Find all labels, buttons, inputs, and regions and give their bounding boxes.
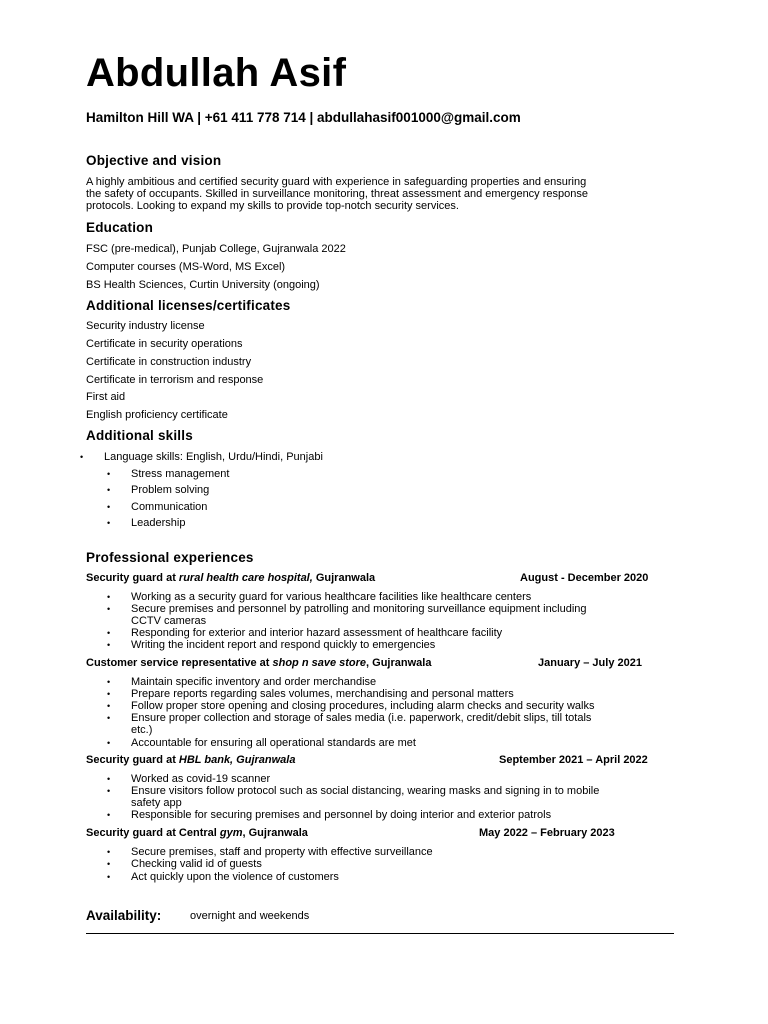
job-title: Security guard at Central gym, Gujranwala — [86, 827, 308, 839]
job-bullet-continuation: etc.) — [131, 724, 153, 736]
license-item: Certificate in construction industry — [86, 356, 252, 368]
job-bullet-continuation: safety app — [131, 797, 182, 809]
resume-page — [86, 0, 676, 1024]
licenses-heading: Additional licenses/certificates — [86, 298, 291, 313]
license-item: Certificate in terrorism and response — [86, 374, 264, 386]
job-title: Security guard at rural health care hospital, Gujranwala — [86, 572, 376, 584]
job-bullet: • Maintain specific inventory and order merchandise — [131, 676, 376, 688]
job-title: Customer service representative at shop n save store, Gujranwala — [86, 657, 432, 669]
job-bullet: • Act quickly upon the violence of customers — [131, 871, 339, 883]
license-item: First aid — [86, 391, 126, 403]
language-skills-item: • Language skills: English, Urdu/Hindi, Punjabi — [104, 451, 323, 463]
education-item: BS Health Sciences, Curtin University (ongoing) — [86, 279, 320, 291]
job-bullet: • Ensure proper collection and storage of sales media (i.e. paperwork, credit/debit slips, till totals — [131, 712, 591, 724]
license-item: English proficiency certificate — [86, 409, 228, 421]
skill-item: • Communication — [131, 501, 207, 513]
license-item: Security industry license — [86, 320, 205, 332]
job-bullet: • Checking valid id of guests — [131, 858, 262, 870]
job-bullet: • Worked as covid-19 scanner — [131, 773, 270, 785]
skill-item: • Problem solving — [131, 484, 209, 496]
experience-heading: Professional experiences — [86, 550, 254, 565]
candidate-name: Abdullah Asif — [86, 51, 347, 95]
education-item: Computer courses (MS-Word, MS Excel) — [86, 261, 286, 273]
job-bullet: • Accountable for ensuring all operational standards are met — [131, 737, 416, 749]
availability-label: Availability: — [86, 908, 162, 923]
contact-line: Hamilton Hill WA | +61 411 778 714 | abdullahasif001000@gmail.com — [86, 110, 521, 125]
job-title: Security guard at HBL bank, Gujranwala — [86, 754, 296, 766]
job-bullet: • Writing the incident report and respond quickly to emergencies — [131, 639, 435, 651]
job-bullet: • Prepare reports regarding sales volumes, merchandising and personal matters — [131, 688, 514, 700]
availability-value: overnight and weekends — [190, 910, 310, 922]
job-bullet: • Follow proper store opening and closing procedures, including alarm checks and security walks — [131, 700, 594, 712]
skill-item: • Stress management — [131, 468, 229, 480]
job-bullet: • Secure premises, staff and property with effective surveillance — [131, 846, 433, 858]
skill-item: • Leadership — [131, 517, 185, 529]
job-date: January – July 2021 — [538, 657, 642, 669]
job-bullet-continuation: CCTV cameras — [131, 615, 207, 627]
job-bullet: • Responsible for securing premises and personnel by doing interior and exterior patrols — [131, 809, 551, 821]
objective-line: the safety of occupants. Skilled in surveillance monitoring, threat assessment and emergency response — [86, 188, 588, 200]
skills-heading: Additional skills — [86, 428, 193, 443]
job-bullet: • Responding for exterior and interior hazard assessment of healthcare facility — [131, 627, 502, 639]
objective-line: protocols. Looking to expand my skills to provide top-notch security services. — [86, 200, 459, 212]
job-bullet: • Secure premises and personnel by patrolling and monitoring surveillance equipment including — [131, 603, 587, 615]
job-bullet: • Working as a security guard for various healthcare facilities like healthcare centers — [131, 591, 531, 603]
license-item: Certificate in security operations — [86, 338, 243, 350]
education-item: FSC (pre-medical), Punjab College, Gujranwala 2022 — [86, 243, 346, 255]
objective-heading: Objective and vision — [86, 153, 222, 168]
job-date: August - December 2020 — [520, 572, 649, 584]
job-date: September 2021 – April 2022 — [499, 754, 648, 766]
bottom-divider — [86, 933, 674, 934]
job-date: May 2022 – February 2023 — [479, 827, 615, 839]
objective-line: A highly ambitious and certified security guard with experience in safeguarding properties and ensuring — [86, 176, 587, 188]
education-heading: Education — [86, 220, 154, 235]
job-bullet: • Ensure visitors follow protocol such as social distancing, wearing masks and signing in to mobile — [131, 785, 599, 797]
